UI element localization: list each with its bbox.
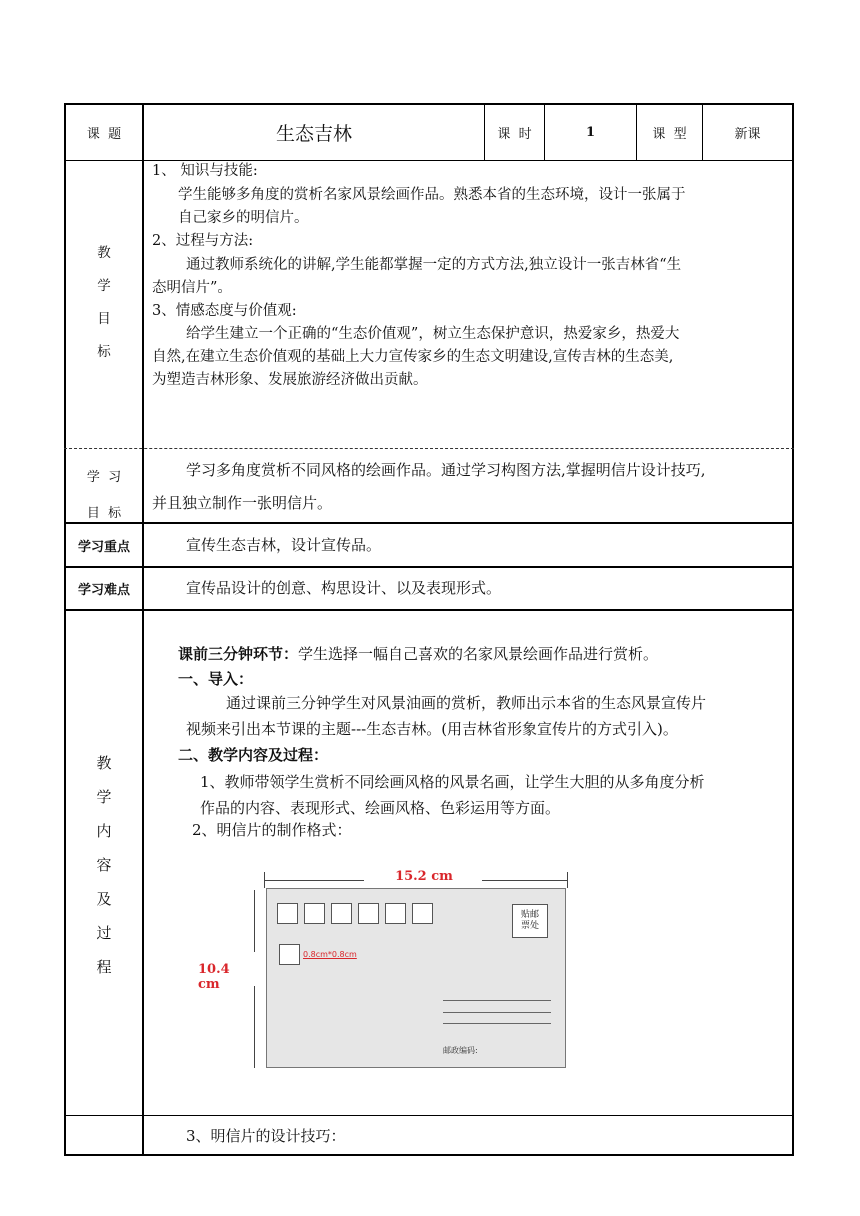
objectives-line: 2、过程与方法: [152,233,254,249]
process-label-char: 程 [96,958,112,976]
objectives-line: 给学生建立一个正确的“生态价值观”，树立生态保护意识，热爱家乡，热爱大 [186,326,680,342]
objectives-line: 1、 知识与技能: [152,163,258,179]
width-tick-right [567,872,568,888]
process-label-char: 容 [96,856,112,874]
type-value: 新课 [734,127,761,142]
content-title: 二、教学内容及过程： [178,746,329,764]
height-dimension-line-bottom [254,986,255,1068]
table-border-bottom [64,1154,794,1156]
sample-box-size-label: 0.8cm*0.8cm [303,950,357,959]
objectives-line: 自然,在建立生态价值观的基础上大力宣传家乡的生态文明建设,宣传吉林的生态美, [152,349,674,365]
difficult-point-text: 宣传品设计的创意、构思设计、以及表现形式。 [186,579,502,597]
pre-class-paragraph [178,643,658,666]
learning-goals-label-line2: 目 标 [86,506,122,521]
intro-title: 一、导入： [178,670,254,688]
stamp-label-line1: 贴邮 [520,910,539,920]
sample-box [279,944,300,965]
process-label-char: 学 [96,788,112,806]
postal-code-label: 邮政编码: [443,1046,478,1055]
item1-line2: 作品的内容、表现形式、绘画风格、色彩运用等方面。 [200,799,561,817]
difficult-point-label: 学习难点 [77,583,130,598]
process-label-char: 及 [96,890,112,908]
stamp-area [512,904,548,938]
row-separator-2-dashed [64,448,794,449]
height-dimension-line-top [254,890,255,952]
objectives-label-char: 学 [97,278,111,294]
address-line [443,1000,551,1001]
objectives-line: 自己家乡的明信片。 [178,210,309,226]
pre-class-text: 学生选择一幅自己喜欢的名家风景绘画作品进行赏析。 [298,645,659,663]
table-border-right [792,103,794,1156]
postcard-card [266,888,566,1068]
row-separator-4 [64,566,794,568]
postal-code-box [412,903,433,924]
label-column-divider [142,103,144,1156]
intro-line1: 通过课前三分钟学生对风景油画的赏析，教师出示本省的生态风景宣传片 [226,694,707,712]
width-dimension-line-right [482,880,568,881]
item1-line1: 1、教师带领学生赏析不同绘画风格的风景名画，让学生大胆的从多角度分析 [200,773,705,791]
learning-goals-line2: 并且独立制作一张明信片。 [152,494,333,512]
stamp-label-line2: 票处 [520,921,539,931]
row-separator-5 [64,609,794,611]
objectives-line: 为塑造吉林形象、发展旅游经济做出贡献。 [152,372,428,388]
objectives-label-char: 教 [97,245,111,261]
learning-goals-line1: 学习多角度赏析不同风格的绘画作品。通过学习构图方法,掌握明信片设计技巧, [186,461,706,479]
address-line [443,1023,551,1024]
address-line [443,1012,551,1013]
objectives-line: 3、情感态度与价值观: [152,303,297,319]
objectives-line: 通过教师系统化的讲解,学生能都掌握一定的方式方法,独立设计一张吉林省“生 [186,257,682,273]
hours-value: 1 [585,125,596,140]
objectives-label-char: 目 [97,311,111,327]
row-separator-3 [64,522,794,524]
hours-label: 课 时 [497,127,532,142]
process-label [66,752,142,978]
width-label: 15.2 cm [395,869,453,884]
postal-code-box [304,903,325,924]
objectives-label-char: 标 [97,344,111,360]
learning-goals-label-line1: 学 习 [86,470,122,485]
row-separator-6 [64,1115,794,1116]
item2: 2、明信片的制作格式： [192,821,352,839]
process-label-char: 过 [96,924,112,942]
objectives-line: 学生能够多角度的赏析名家风景绘画作品。熟悉本省的生态环境，设计一张属于 [178,187,686,203]
objectives-line: 态明信片”。 [152,280,232,296]
key-point-text: 宣传生态吉林，设计宣传品。 [186,536,382,554]
topic-title: 生态吉林 [275,123,352,145]
height-label: 10.4 cm [198,962,230,992]
width-dimension-line-left [264,880,364,881]
postal-code-box [358,903,379,924]
postal-code-box [385,903,406,924]
postcard-diagram [190,860,590,1080]
process-label-char: 内 [96,822,112,840]
topic-label: 课 题 [86,127,122,142]
objectives-label [66,243,142,363]
postal-code-box [277,903,298,924]
postal-code-box [331,903,352,924]
type-label: 课 型 [652,127,687,142]
pre-class-title: 课前三分钟环节： [178,645,299,663]
learning-goals-label [66,460,142,532]
intro-line2: 视频来引出本节课的主题---生态吉林。(用吉林省形象宣传片的方式引入)。 [186,720,678,738]
item3: 3、明信片的设计技巧： [186,1127,346,1145]
width-tick-left [264,872,265,888]
process-label-char: 教 [96,754,112,772]
key-point-label: 学习重点 [77,539,130,555]
